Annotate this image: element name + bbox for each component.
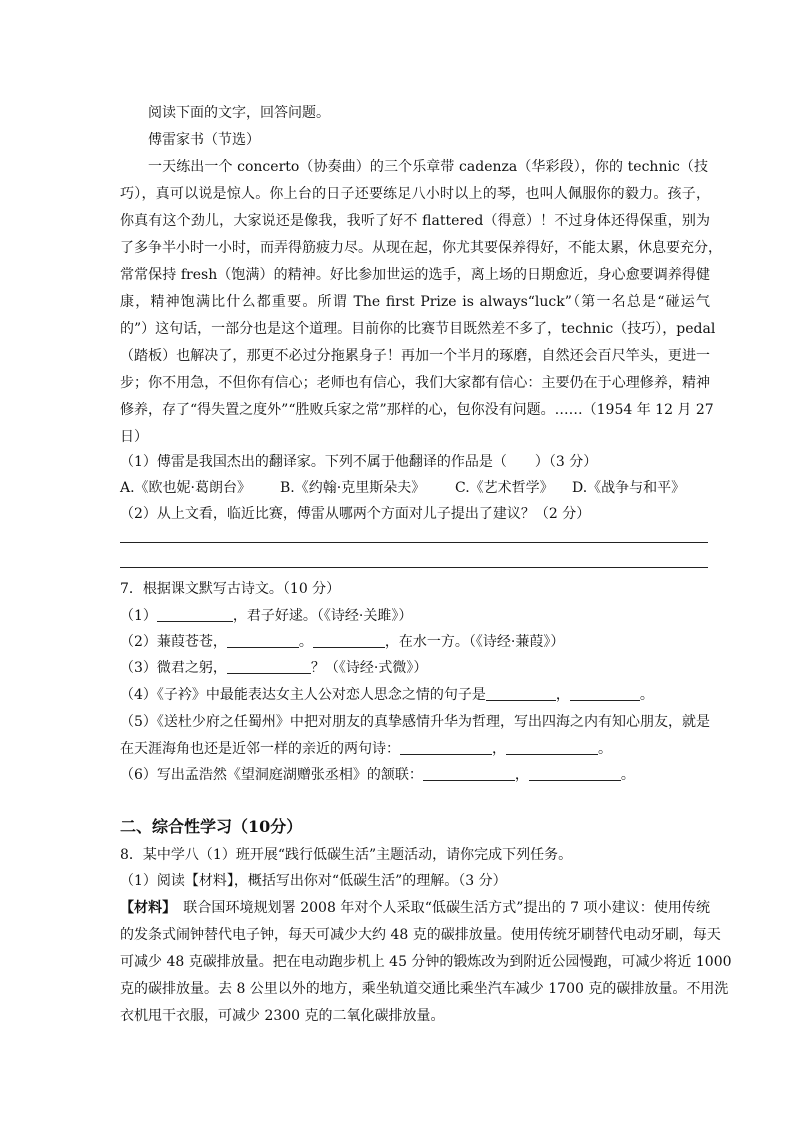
fill-blank[interactable] [529, 766, 621, 781]
material-tag: 【材料】 [120, 900, 170, 916]
fill-blank[interactable] [570, 686, 640, 701]
fill-blank[interactable] [313, 633, 385, 648]
poetry-item-3: （3）微君之躬， ？（《诗经·式微》） [120, 660, 428, 676]
passage-line: 了多争半小时一小时，而弄得筋疲力尽。从现在起，你尤其要保养得好，不能太累，休息要充分， [120, 240, 722, 256]
material-line: 衣机甩干衣服，可减少 2300 克的二氧化碳排放量。 [120, 1008, 445, 1024]
answer-line[interactable] [120, 542, 708, 543]
fill-blank[interactable] [227, 633, 299, 648]
section-heading: 二、综合性学习（10分） [120, 817, 303, 836]
passage-line: （踏板）也解决了，那更不必过分拖累身子！再加一个半月的琢磨，自然还会百尺竿头，更进一 [120, 348, 710, 364]
fill-blank[interactable] [423, 766, 515, 781]
option-c: C.《艺术哲学》 [455, 480, 554, 496]
option-a: A.《欧也妮·葛朗台》 [120, 480, 252, 496]
fill-blank[interactable] [157, 607, 233, 622]
question-8-1: （1）阅读【材料】，概括写出你对“低碳生活”的理解。（3 分） [120, 873, 507, 889]
material-line: 克的碳排放量。去 8 公里以外的地方，乘坐轨道交通比乘坐汽车减少 1700 克的碳排放量。不用洗 [120, 981, 729, 997]
passage-line: 巧），真可以说是惊人。你上台的日子还要练足八小时以上的琴，也叫人佩服你的毅力。孩子， [120, 186, 710, 202]
passage-line: 修养，存了“得失置之度外”“胜败兵家之常”那样的心，包你没有问题。……（1954 年 12 月 27 [120, 402, 714, 418]
question-6-2: （2）从上文看，临近比赛，傅雷从哪两个方面对儿子提出了建议？（2 分） [120, 506, 591, 522]
passage-line: 康，精神饱满比什么都重要。所谓 The first Prize is always“luck”（第一名总是“碰运气 [120, 294, 710, 310]
material-line: 的发条式闹钟替代电子钟，每天可减少大约 48 克的碳排放量。使用传统牙刷替代电动牙刷，每天 [120, 927, 721, 943]
poetry-item-1: （1） ，君子好逑。（《诗经·关雎》） [120, 608, 413, 624]
material-line: 【材料】 联合国环境规划署 2008 年对个人采取“低碳生活方式”提出的 7 项小建议：使用传统 [120, 900, 711, 916]
poetry-item-5: （5）《送杜少府之任蜀州》中把对朋友的真挚感情升华为哲理，写出四海之内有知心朋友，就是 [120, 714, 710, 730]
reading-title: 傅雷家书（节选） [148, 132, 260, 148]
question-8: 8．某中学八（1）班开展“践行低碳生活”主题活动，请你完成下列任务。 [120, 847, 573, 863]
passage-line: 你真有这个劲儿，大家说还是像我，我听了好不 flattered（得意）！不过身体还得保重，别为 [120, 213, 710, 229]
passage-line: 一天练出一个 concerto（协奏曲）的三个乐章带 cadenza（华彩段），你的 technic（技 [148, 159, 708, 175]
poetry-item-2: （2）蒹葭苍苍， 。 ，在水一方。（《诗经·蒹葭》） [120, 634, 565, 650]
fill-blank[interactable] [400, 740, 492, 755]
fill-blank[interactable] [227, 659, 311, 674]
fill-blank[interactable] [486, 686, 556, 701]
material-line: 可减少 48 克碳排放量。把在电动跑步机上 45 分钟的锻炼改为到附近公园慢跑，可减少将近 1000 [120, 954, 732, 970]
passage-line: 的”）这句话，一部分也是这个道理。目前你的比赛节目既然差不多了，technic（技巧），pedal [120, 321, 716, 337]
poetry-item-5-cont: 在天涯海角也还是近邻一样的亲近的两句诗： ， 。 [120, 741, 612, 757]
poetry-item-4: （4）《子衿》中最能表达女主人公对恋人思念之情的句子是 ， 。 [120, 687, 654, 703]
answer-line[interactable] [120, 567, 708, 568]
poetry-item-6: （6）写出孟浩然《望洞庭湖赠张丞相》的颔联： ， 。 [120, 767, 635, 783]
reading-instruction: 阅读下面的文字，回答问题。 [148, 105, 330, 121]
question-6-1: （1）傅雷是我国杰出的翻译家。下列不属于他翻译的作品是（ ）（3 分） [120, 454, 598, 470]
passage-line: 常常保持 fresh（饱满）的精神。好比参加世运的选手，离上场的日期愈近，身心愈要调养得健 [120, 267, 710, 283]
question-7-heading: 7．根据课文默写古诗文。（10 分） [120, 581, 341, 597]
option-d: D.《战争与和平》 [572, 480, 686, 496]
fill-blank[interactable] [506, 740, 598, 755]
option-b: B.《约翰·克里斯朵夫》 [280, 480, 426, 496]
passage-line: 日） [120, 429, 148, 445]
passage-line: 步；你不用急，不但你有信心；老师也有信心，我们大家都有信心：主要仍在于心理修养，精神 [120, 375, 710, 391]
